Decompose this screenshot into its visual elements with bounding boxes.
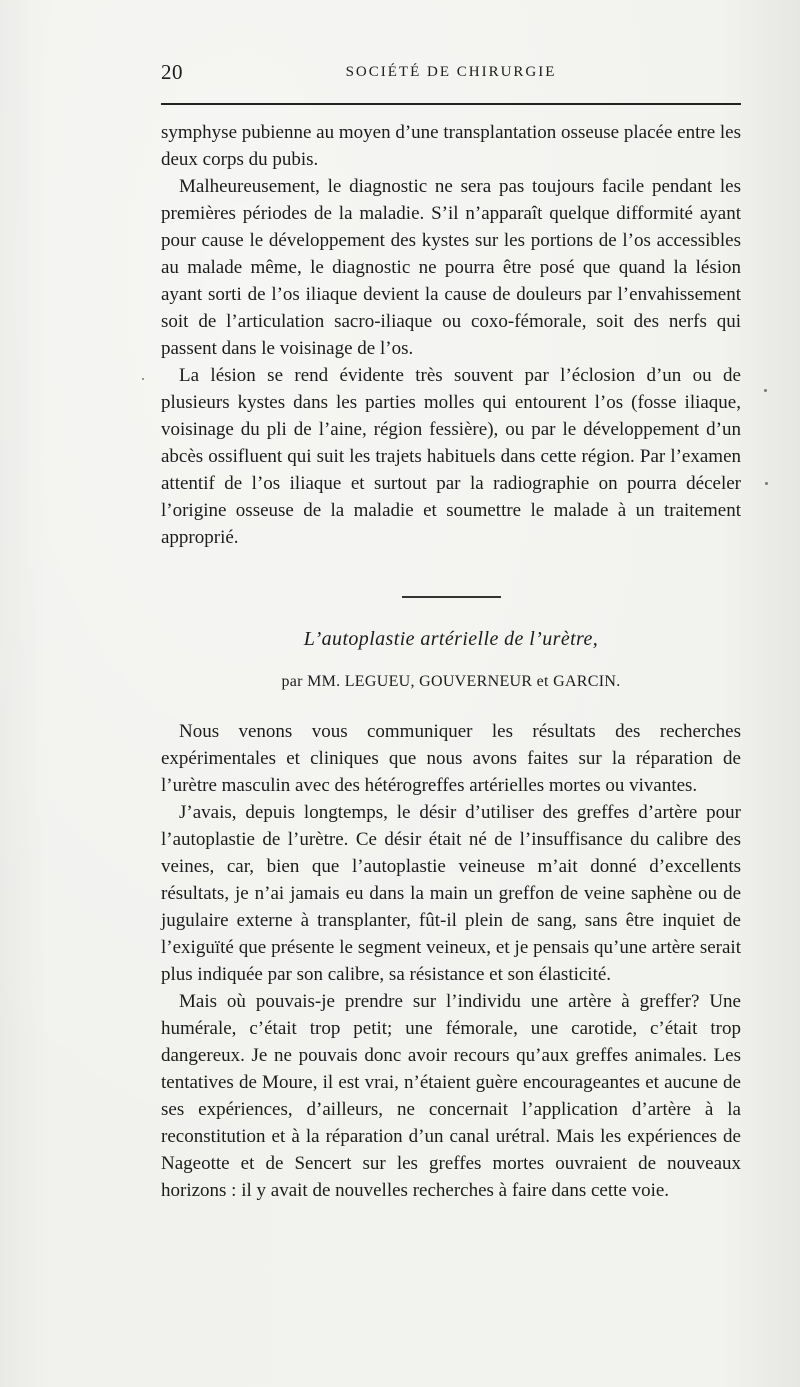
paragraph: Malheureusement, le diagnostic ne sera pas toujours facile pendant les premières périodes de la maladie. S’il n’apparaît quelque difformité ayant pour cause le développement des kystes sur les portions de l’os accessibles au malade même, le diagnostic ne pourra être posé que quand la lésion ayant sorti de l’os iliaque devient la cause de douleurs par l’envahissement soit de l’articulation sacro-iliaque ou coxo-fémorale, soit des nerfs qui passent dans le voisinage de l’os. (161, 176, 741, 359)
continued-text (161, 119, 741, 551)
running-head: SOCIÉTÉ DE CHIRURGIE (345, 64, 557, 80)
page-header (161, 60, 741, 90)
paragraph: La lésion se rend évidente très souvent par l’éclosion d’un ou de plusieurs kystes dans les parties molles qui entourent l’os (fosse iliaque, voisinage du pli de l’aine, région fessière), ou par le développement d’un abcès ossifluent qui suit les trajets habituels dans cette région. Par l’examen attentif de l’os iliaque et surtout par la radiographie on pourra déceler l’origine osseuse de la maladie et soumettre le malade à un traitement approprié. (161, 365, 741, 548)
paper-speck (142, 378, 144, 380)
article-authors: par MM. LEGUEU, GOUVERNEUR et GARCIN. (281, 673, 621, 690)
page-number: 20 (161, 60, 183, 84)
article-title: L’autoplastie artérielle de l’urètre, (303, 628, 599, 650)
header-rule (161, 103, 741, 105)
paragraph: J’avais, depuis longtemps, le désir d’utiliser des greffes d’artère pour l’autoplastie de l’urètre. Ce désir était né de l’insuffisance du calibre des veines, car, bien que l’autoplastie veineuse m’ait donné d’excellents résultats, je n’ai jamais eu dans la main un greffon de veine saphène ou de jugulaire externe à transplanter, fût-il plein de sang, sans être inquiet de l’exiguïté que présente le segment veineux, et je pensais qu’une artère serait plus indiquée par son calibre, sa résistance et son élasticité. (161, 802, 741, 985)
paragraph: symphyse pubienne au moyen d’une transplantation osseuse placée entre les deux corps du pubis. (161, 122, 741, 170)
paper-speck (765, 482, 768, 485)
section-separator (402, 596, 501, 598)
paragraph: Mais où pouvais-je prendre sur l’individu une artère à greffer? Une humérale, c’était trop petit; une fémorale, une carotide, c’était trop dangereux. Je ne pouvais donc avoir recours qu’aux greffes animales. Les tentatives de Moure, il est vrai, n’étaient guère encourageantes et aucune de ses expériences, d’ailleurs, ne concernait l’application d’artère à la reconstitution et à la réparation d’un canal urétral. Mais les expériences de Nageotte et de Sencert sur les greffes mortes ouvraient de nouveaux horizons : il y avait de nouvelles recherches à faire dans cette voie. (161, 991, 741, 1201)
paragraph: Nous venons vous communiquer les résultats des recherches expérimentales et cliniques que nous avons faites sur la réparation de l’urètre masculin avec des hétérogreffes artérielles mortes ou vivantes. (161, 721, 741, 796)
paper-speck (764, 389, 767, 392)
article-body (161, 718, 741, 1204)
